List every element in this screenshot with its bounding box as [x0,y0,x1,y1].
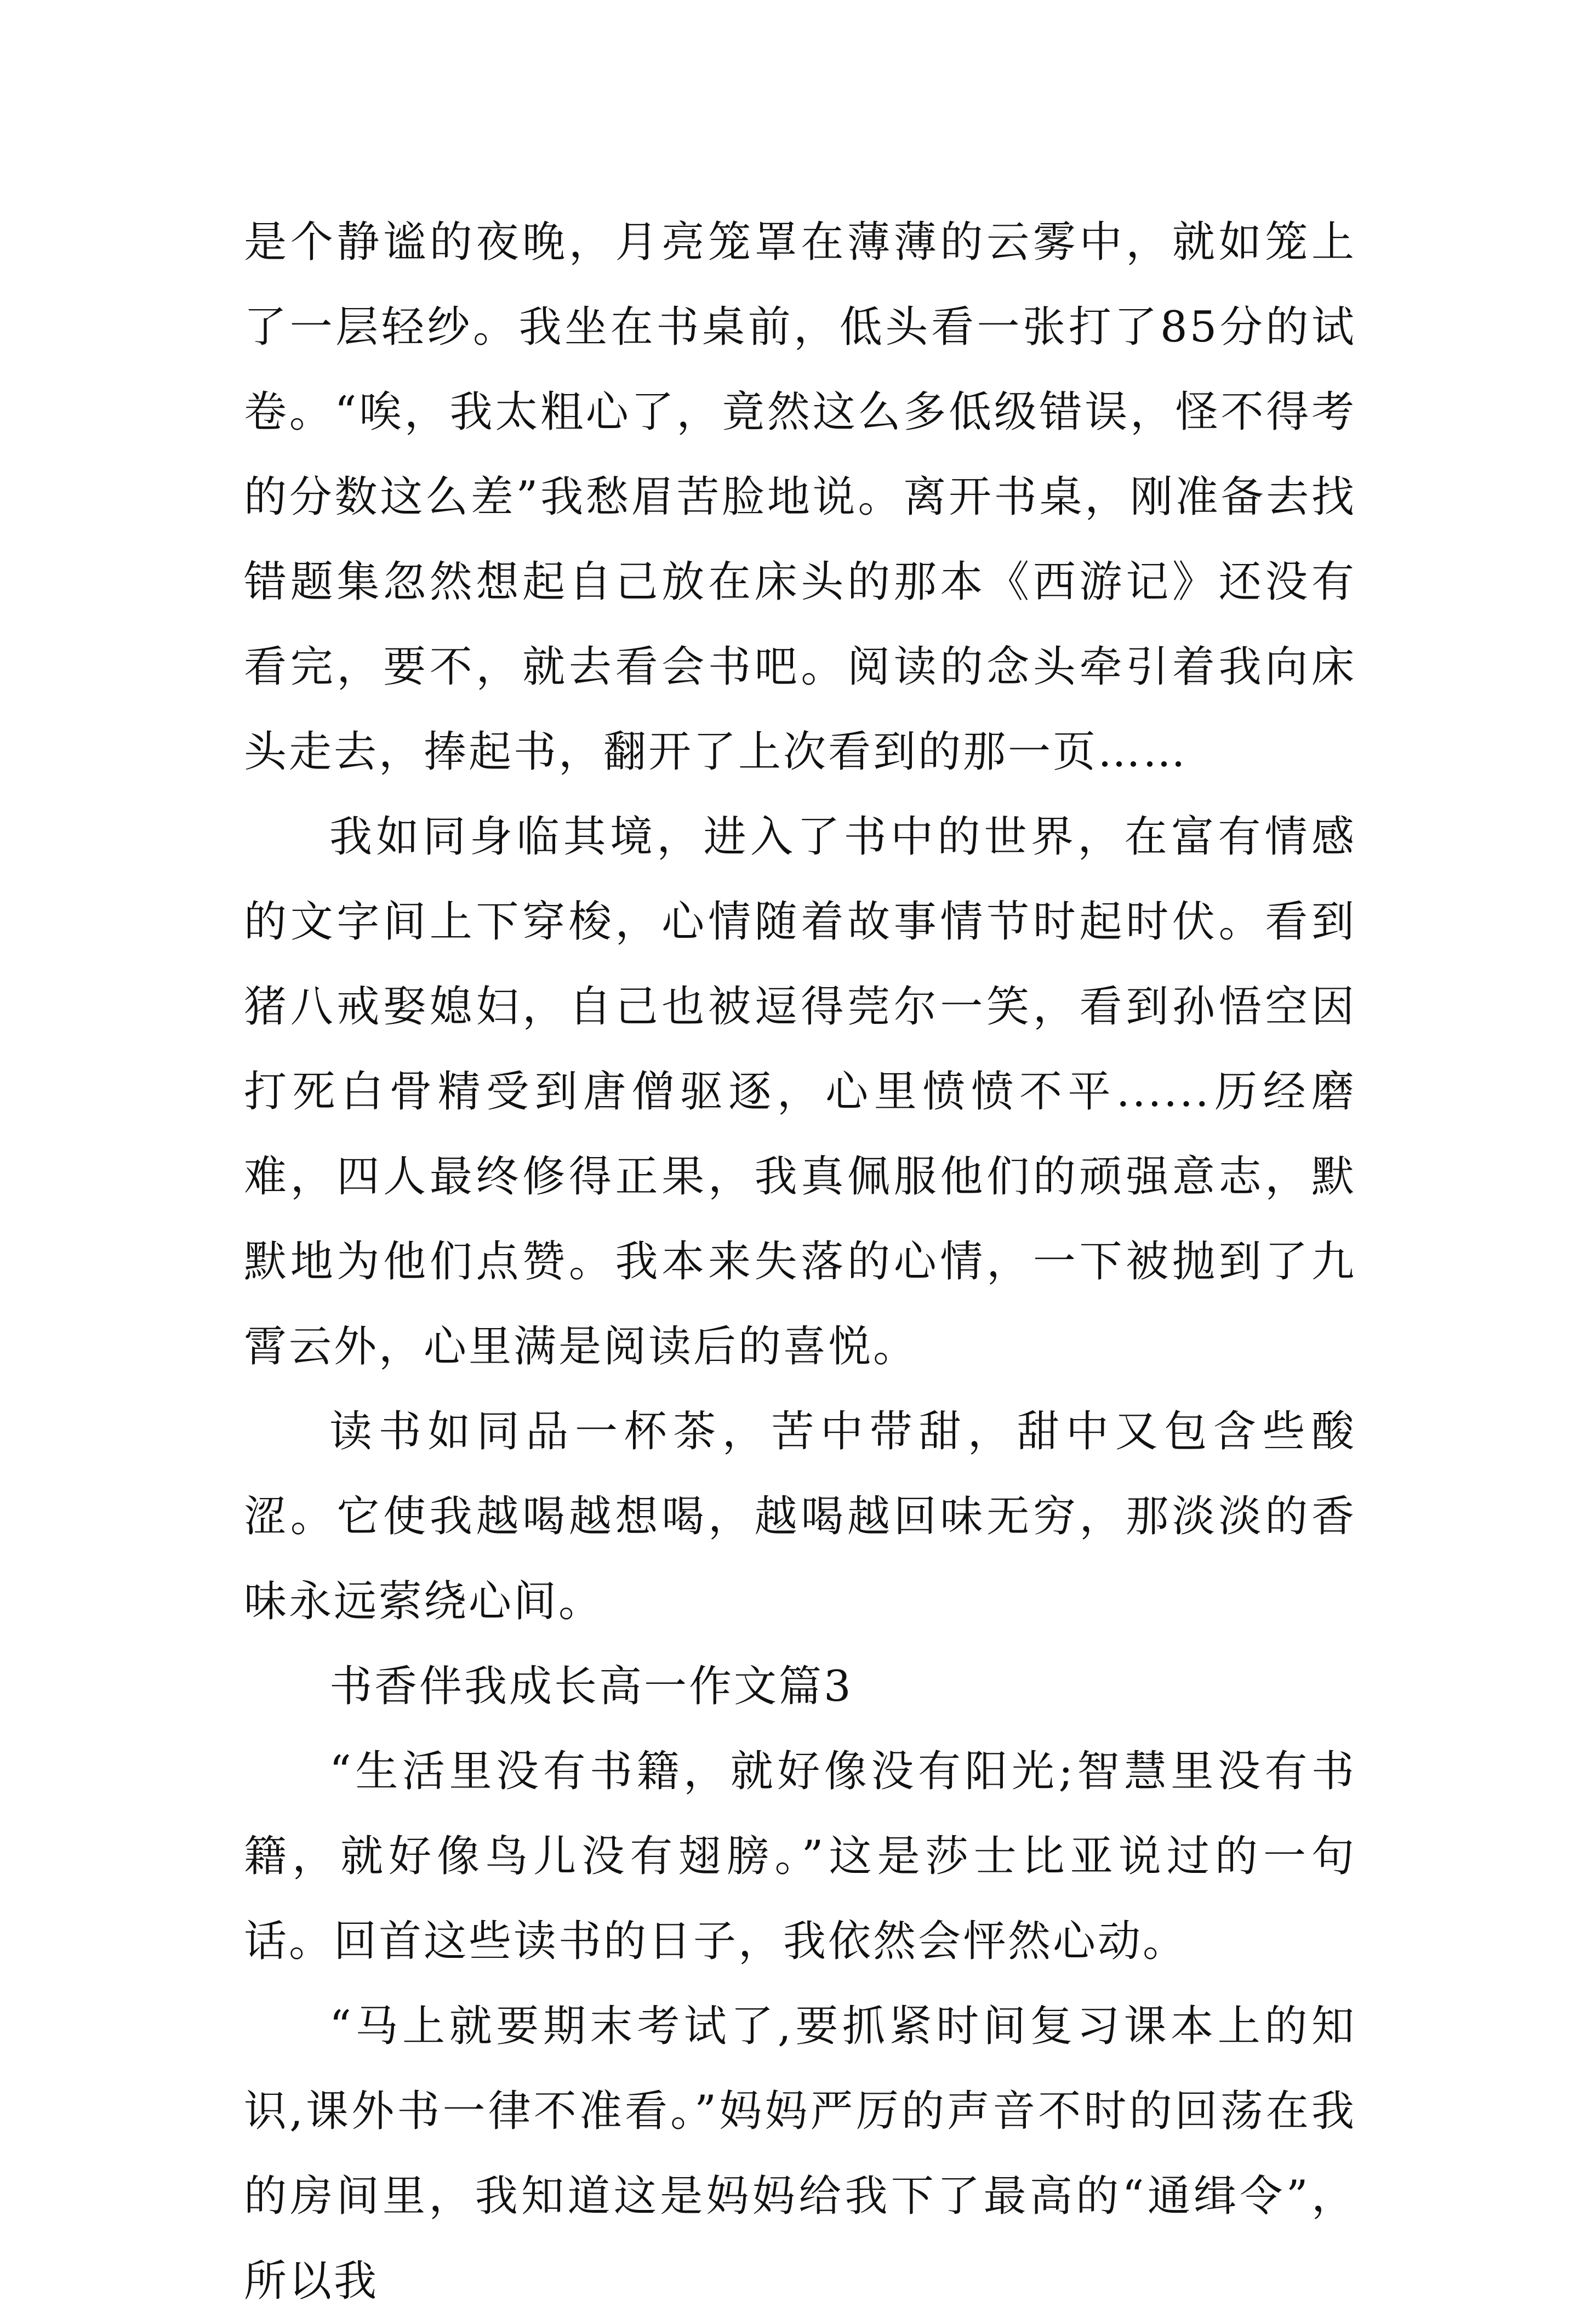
paragraph-shakespeare-quote: “生活里没有书籍，就好像没有阳光;智慧里没有书籍，就好像鸟儿没有翅膀。”这是莎士比亚说过的一句话。回首这些读书的日子，我依然会怦然心动。 [244,1747,1356,1966]
paragraph-reading-tea: 读书如同品一杯茶，苦中带甜，甜中又包含些酸涩。它使我越喝越想喝，越喝越回味无穷，那淡淡的香味永远萦绕心间。 [244,1407,1356,1626]
paragraph-mother-order: “马上就要期末考试了,要抓紧时间复习课本上的知识,课外书一律不准看。”妈妈严厉的声音不时的回荡在我的房间里，我知道这是妈妈给我下了最高的“通缉令”，所以我 [244,2002,1356,2306]
section-heading: 书香伴我成长高一作文篇3 [329,1662,853,1711]
paragraph-journey-west: 我如同身临其境，进入了书中的世界，在富有情感的文字间上下穿梭，心情随着故事情节时起时伏。看到猪八戒娶媳妇，自己也被逗得莞尔一笑，看到孙悟空因打死白骨精受到唐僧驱逐，心里愤愤不平......历经磨难，四人最终修得正果，我真佩服他们的顽强意志，默默地为他们点赞。我本来失落的心情，一下被抛到了九霄云外，心里满是阅读后的喜悦。 [244,812,1356,1371]
document-body [244,200,1356,2324]
paragraph-night-exam: 是个静谧的夜晚，月亮笼罩在薄薄的云雾中，就如笼上了一层轻纱。我坐在书桌前，低头看一张打了85分的试卷。“唉，我太粗心了，竟然这么多低级错误，怪不得考的分数这么差”我愁眉苦脸地说。离开书桌，刚准备去找错题集忽然想起自己放在床头的那本《西游记》还没有看完，要不，就去看会书吧。阅读的念头牵引着我向床头走去，捧起书，翻开了上次看到的那一页…… [244,218,1356,777]
